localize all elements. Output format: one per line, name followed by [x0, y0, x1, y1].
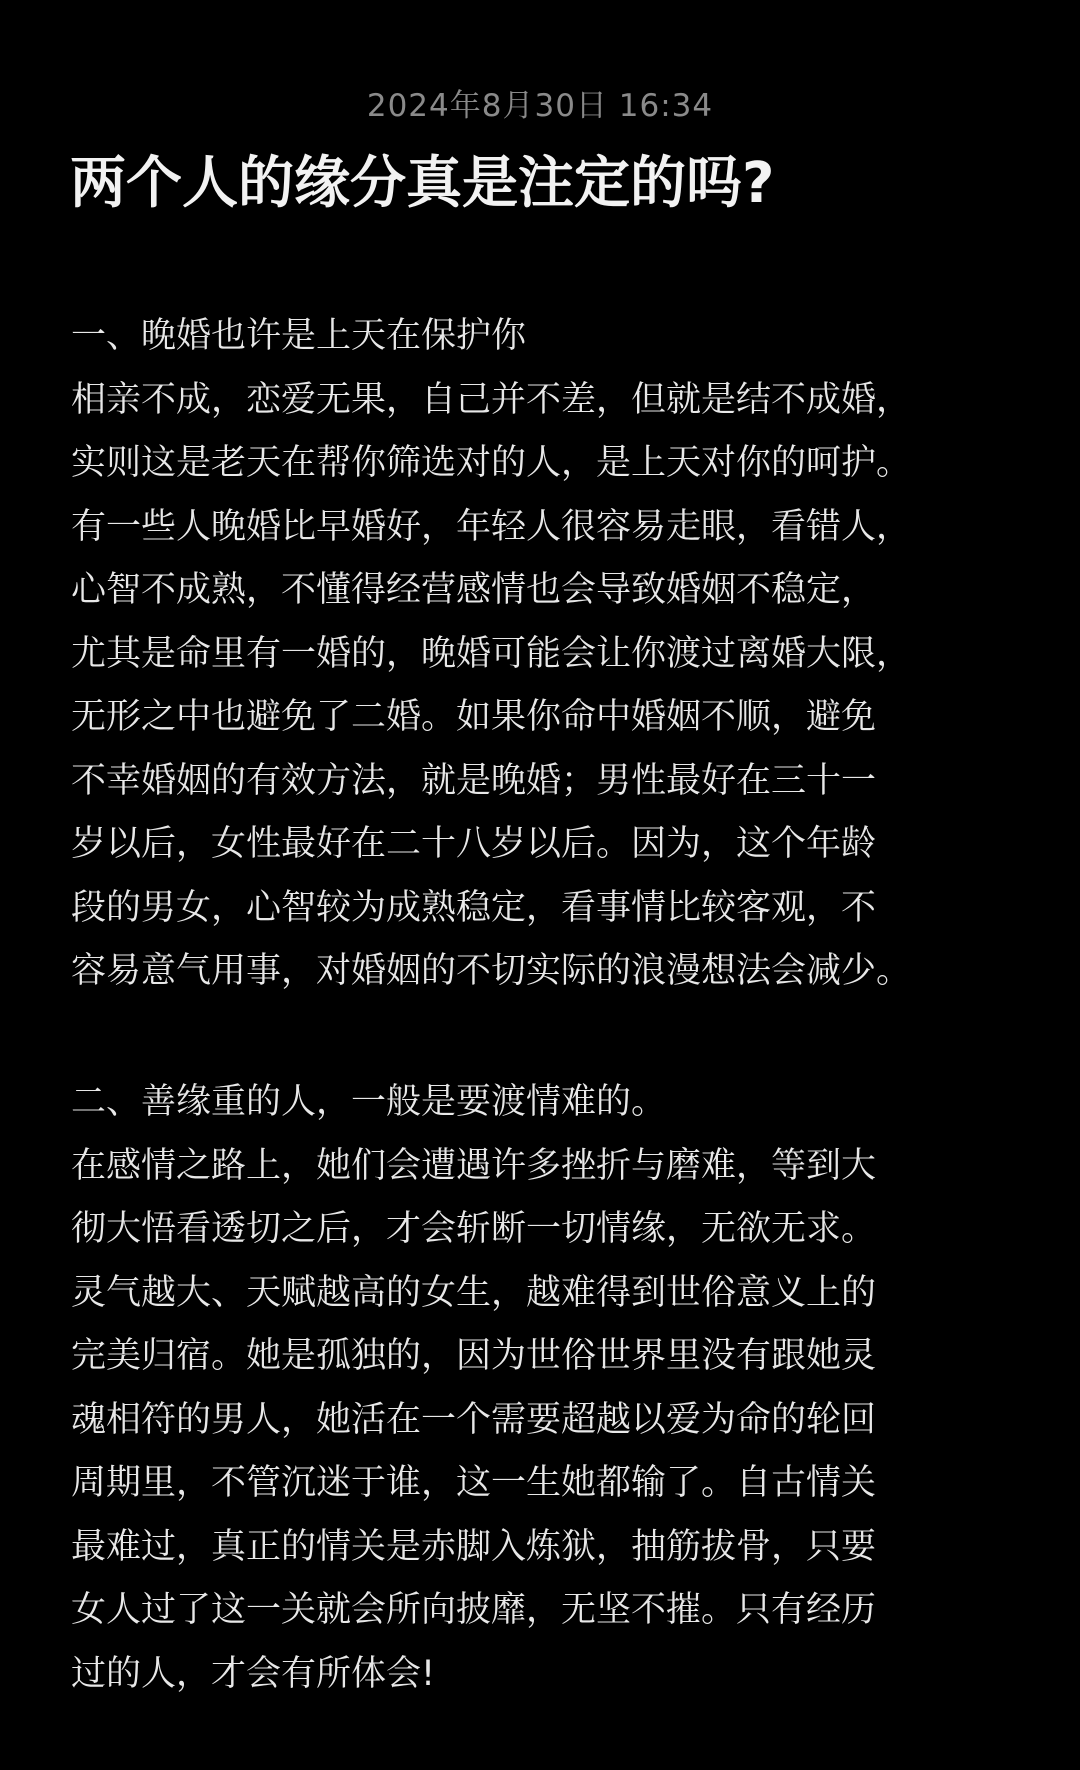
- paragraph-line: 实则这是老天在帮你筛选对的人，是上天对你的呵护。: [71, 443, 912, 483]
- paragraph-line: 完美归宿。她是孤独的，因为世俗世界里没有跟她灵: [71, 1336, 877, 1376]
- paragraph-line: 岁以后，女性最好在二十八岁以后。因为，这个年龄: [71, 824, 877, 864]
- paragraph-line: 最难过，真正的情关是赤脚入炼狱，抽筋拔骨，只要: [71, 1526, 877, 1567]
- paragraph-line: 过的人，才会有所体会!: [71, 1653, 436, 1694]
- paragraph-line: 相亲不成，恋爱无果，自己并不差，但就是结不成婚，: [71, 379, 912, 420]
- paragraph-line: 有一些人晚婚比早婚好，年轻人很容易走眼，看错人，: [71, 506, 912, 547]
- paragraph-line: 彻大悟看透切之后，才会斩断一切情缘，无欲无求。: [71, 1209, 877, 1249]
- paragraph-line: 女人过了这一关就会所向披靡，无坚不摧。只有经历: [71, 1590, 877, 1630]
- paragraph-line: 心智不成熟，不懂得经营感情也会导致婚姻不稳定，: [71, 570, 877, 610]
- paragraph-line: 段的男女，心智较为成熟稳定，看事情比较客观，不: [71, 887, 877, 928]
- note-title: 两个人的缘分真是注定的吗?: [70, 151, 775, 216]
- paragraph-line: 魂相符的男人，她活在一个需要超越以爱为命的轮回: [71, 1399, 877, 1440]
- paragraph-line: 容易意气用事，对婚姻的不切实际的浪漫想法会减少。: [71, 951, 912, 991]
- section-heading: 二、善缘重的人，一般是要渡情难的。: [71, 1082, 667, 1122]
- paragraph-line: 尤其是命里有一婚的，晚婚可能会让你渡过离婚大限，: [71, 633, 912, 674]
- paragraph-line: 灵气越大、天赋越高的女生，越难得到世俗意义上的: [71, 1272, 877, 1313]
- note-timestamp: 2024年8月30日 16:34: [366, 88, 714, 124]
- paragraph-line: 不幸婚姻的有效方法，就是晚婚；男性最好在三十一: [71, 760, 877, 801]
- paragraph-line: 在感情之路上，她们会遭遇许多挫折与磨难，等到大: [71, 1145, 877, 1186]
- section-late-marriage: [71, 305, 1031, 1004]
- paragraph-line: 无形之中也避免了二婚。如果你命中婚姻不顺，避免: [71, 697, 877, 737]
- section-good-karma: [71, 1071, 1031, 1706]
- section-heading: 一、晚婚也许是上天在保护你: [71, 316, 527, 356]
- paragraph-line: 周期里，不管沉迷于谁，这一生她都输了。自古情关: [71, 1463, 877, 1503]
